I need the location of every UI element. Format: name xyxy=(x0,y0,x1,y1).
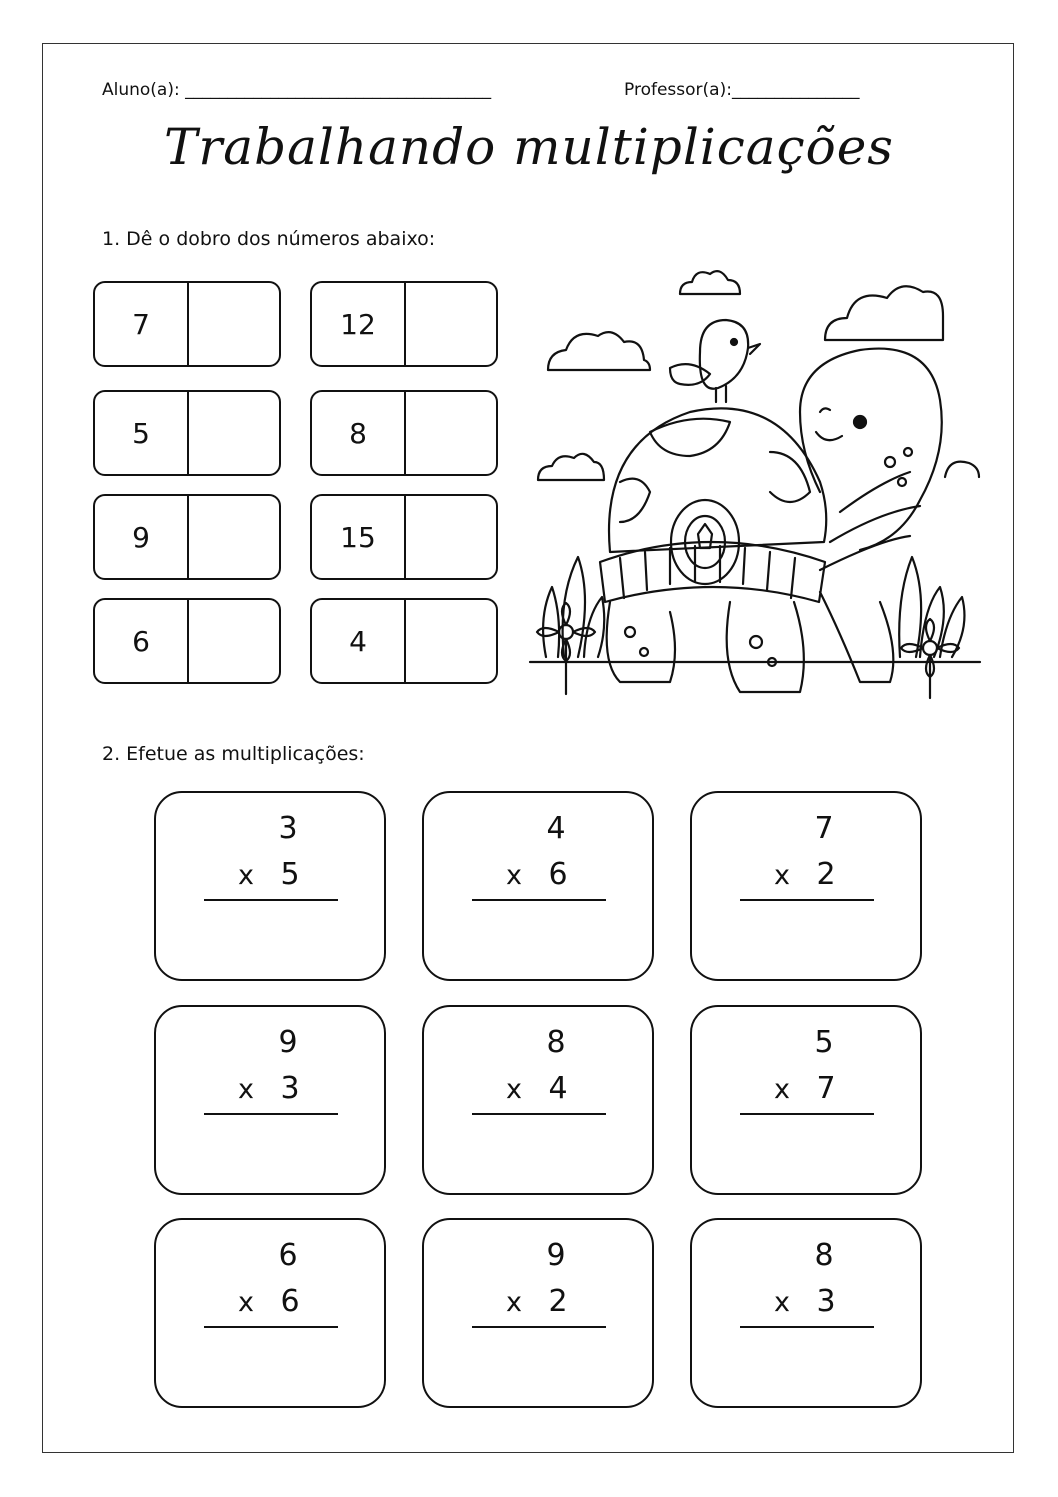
times-sign: x xyxy=(774,1074,790,1105)
domino-7[interactable] xyxy=(93,598,281,684)
domino-answer-cell[interactable] xyxy=(406,283,496,365)
multiplicand: 3 xyxy=(278,811,298,846)
domino-number: 5 xyxy=(95,392,189,474)
times-sign: x xyxy=(506,860,522,891)
multiplication-card-2[interactable] xyxy=(422,791,654,981)
result-line xyxy=(472,1113,606,1115)
multiplier: 3 xyxy=(816,1284,836,1319)
multiplier: 2 xyxy=(548,1284,568,1319)
times-sign: x xyxy=(506,1074,522,1105)
domino-5[interactable] xyxy=(93,494,281,580)
domino-8[interactable] xyxy=(310,598,498,684)
multiplier: 2 xyxy=(816,857,836,892)
domino-2[interactable] xyxy=(310,281,498,367)
domino-3[interactable] xyxy=(93,390,281,476)
student-line: ____________________________________ xyxy=(185,80,492,100)
result-line xyxy=(204,899,338,901)
times-sign: x xyxy=(774,1287,790,1318)
multiplier-line xyxy=(506,857,576,892)
multiplier-line xyxy=(506,1284,576,1319)
multiplication-card-8[interactable] xyxy=(422,1218,654,1408)
multiplication-card-6[interactable] xyxy=(690,1005,922,1195)
multiplicand: 6 xyxy=(278,1238,298,1273)
domino-answer-cell[interactable] xyxy=(406,496,496,578)
section-2-title: 2. Efetue as multiplicações: xyxy=(102,743,365,765)
result-line xyxy=(740,1326,874,1328)
multiplier-line xyxy=(238,1071,308,1106)
section-1-title: 1. Dê o dobro dos números abaixo: xyxy=(102,228,436,250)
multiplication-card-1[interactable] xyxy=(154,791,386,981)
multiplicand: 5 xyxy=(814,1025,834,1060)
result-line xyxy=(472,899,606,901)
student-name-field[interactable] xyxy=(102,80,491,100)
multiplication-card-3[interactable] xyxy=(690,791,922,981)
multiplication-card-5[interactable] xyxy=(422,1005,654,1195)
result-line xyxy=(740,1113,874,1115)
multiplier: 6 xyxy=(548,857,568,892)
multiplier-line xyxy=(238,1284,308,1319)
result-line xyxy=(204,1113,338,1115)
multiplicand: 9 xyxy=(546,1238,566,1273)
domino-answer-cell[interactable] xyxy=(406,600,496,682)
result-line xyxy=(740,899,874,901)
multiplication-card-4[interactable] xyxy=(154,1005,386,1195)
domino-number: 4 xyxy=(312,600,406,682)
multiplier-line xyxy=(774,1071,844,1106)
domino-4[interactable] xyxy=(310,390,498,476)
domino-answer-cell[interactable] xyxy=(189,283,279,365)
domino-number: 15 xyxy=(312,496,406,578)
domino-1[interactable] xyxy=(93,281,281,367)
multiplier: 7 xyxy=(816,1071,836,1106)
times-sign: x xyxy=(506,1287,522,1318)
multiplication-card-9[interactable] xyxy=(690,1218,922,1408)
domino-answer-cell[interactable] xyxy=(189,392,279,474)
multiplier: 5 xyxy=(280,857,300,892)
domino-answer-cell[interactable] xyxy=(189,600,279,682)
page-title: Trabalhando multiplicações xyxy=(164,118,894,176)
multiplicand: 4 xyxy=(546,811,566,846)
multiplier: 4 xyxy=(548,1071,568,1106)
times-sign: x xyxy=(774,860,790,891)
multiplier-line xyxy=(506,1071,576,1106)
teacher-name-field[interactable] xyxy=(624,80,859,100)
multiplicand: 7 xyxy=(814,811,834,846)
multiplier: 3 xyxy=(280,1071,300,1106)
domino-answer-cell[interactable] xyxy=(406,392,496,474)
domino-6[interactable] xyxy=(310,494,498,580)
multiplicand: 9 xyxy=(278,1025,298,1060)
domino-number: 8 xyxy=(312,392,406,474)
teacher-line: _______________ xyxy=(731,80,860,100)
times-sign: x xyxy=(238,1287,254,1318)
domino-answer-cell[interactable] xyxy=(189,496,279,578)
times-sign: x xyxy=(238,860,254,891)
times-sign: x xyxy=(238,1074,254,1105)
multiplicand: 8 xyxy=(546,1025,566,1060)
domino-number: 9 xyxy=(95,496,189,578)
student-label: Aluno(a): xyxy=(102,80,180,100)
domino-number: 12 xyxy=(312,283,406,365)
result-line xyxy=(472,1326,606,1328)
multiplication-card-7[interactable] xyxy=(154,1218,386,1408)
multiplier: 6 xyxy=(280,1284,300,1319)
domino-number: 6 xyxy=(95,600,189,682)
teacher-label: Professor(a): xyxy=(624,80,732,100)
multiplier-line xyxy=(774,857,844,892)
multiplier-line xyxy=(774,1284,844,1319)
multiplier-line xyxy=(238,857,308,892)
turtle-with-bird-icon xyxy=(520,262,985,702)
domino-number: 7 xyxy=(95,283,189,365)
multiplicand: 8 xyxy=(814,1238,834,1273)
result-line xyxy=(204,1326,338,1328)
